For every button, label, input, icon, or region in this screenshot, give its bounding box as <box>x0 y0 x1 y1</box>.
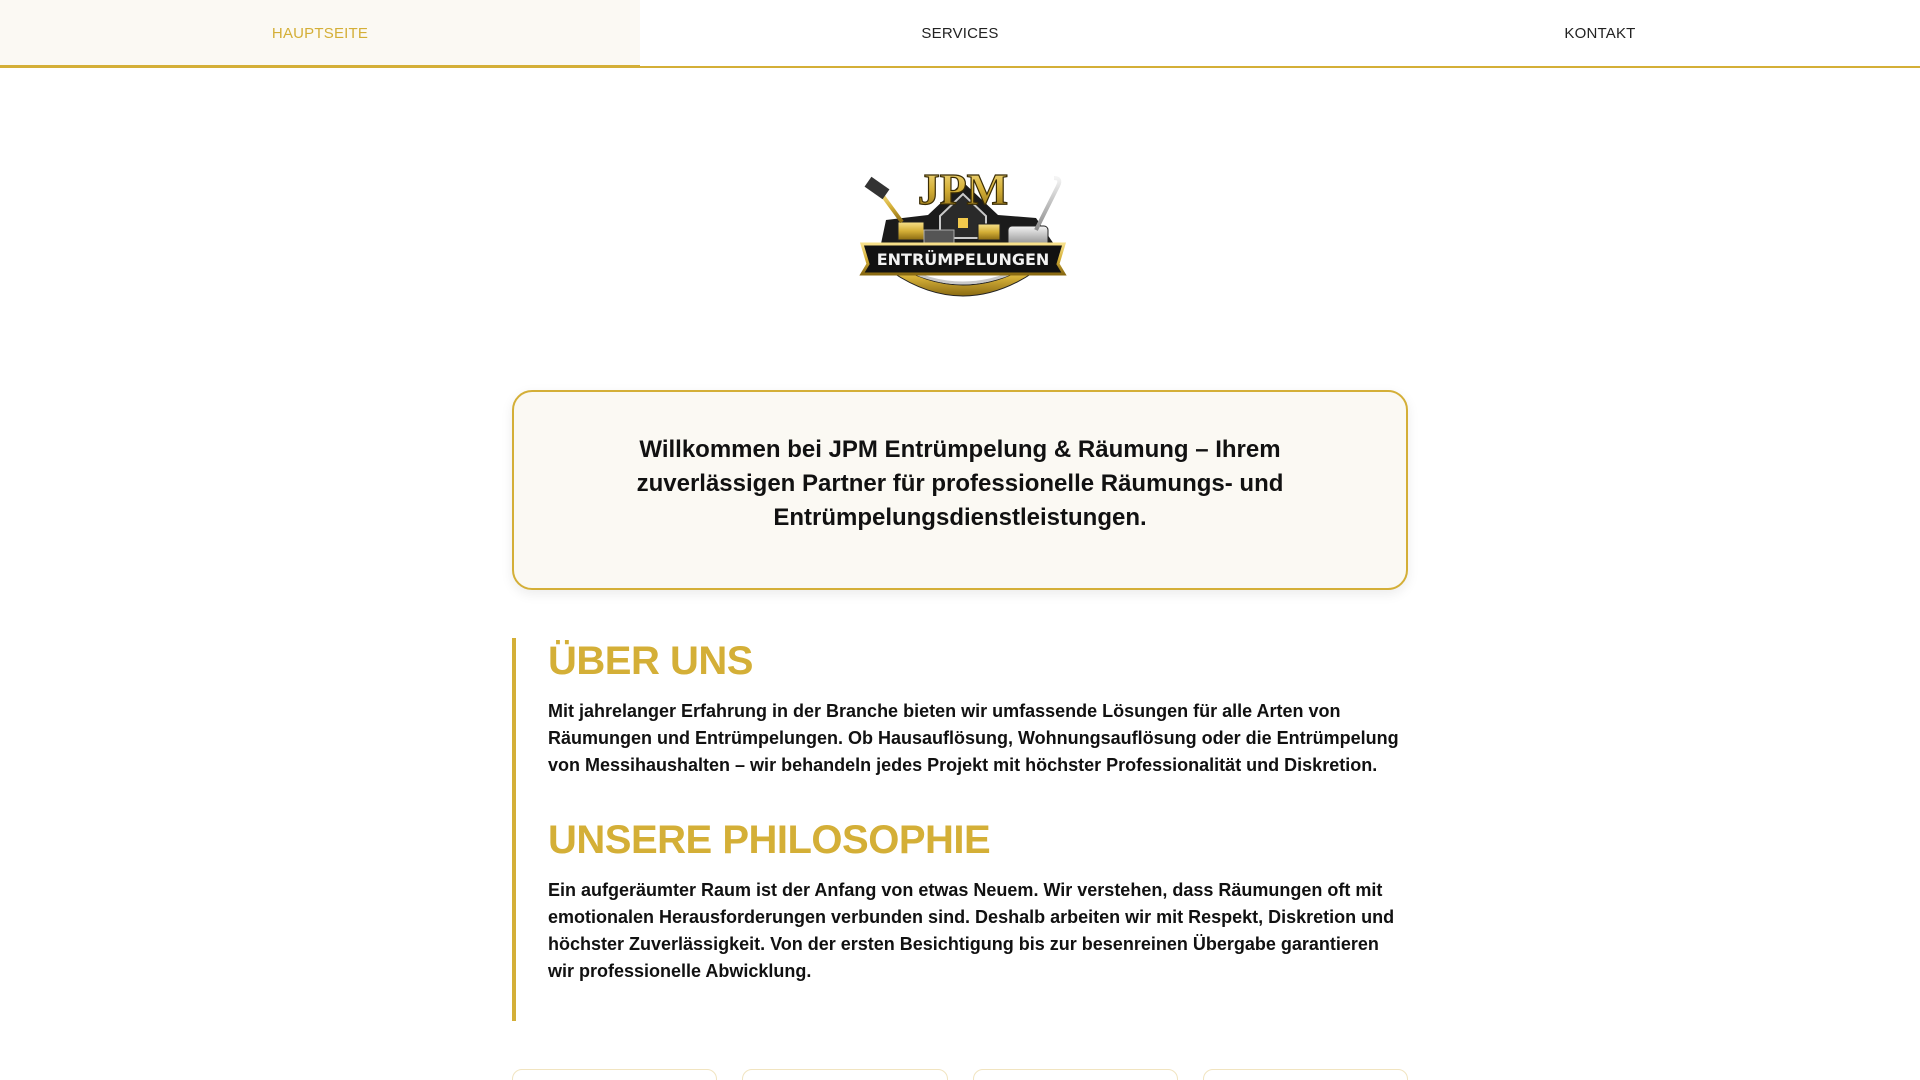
ueber-uns-text: Mit jahrelanger Erfahrung in der Branche bieten wir umfassende Lösungen für alle Arten von Räumungen und Entrümpelungen. Ob Hausauflösung, Wohnungsauflösung oder die Entrümpelung von Messihaushalten – wir behandeln jedes Projekt mit höchster Professionalität und Diskretion. <box>548 701 1399 775</box>
main-nav <box>0 0 1920 68</box>
logo-icon <box>858 160 1068 298</box>
welcome-box <box>512 390 1408 590</box>
company-logo <box>858 160 1068 298</box>
philosophie-text: Ein aufgeräumter Raum ist der Anfang von etwas Neuem. Wir verstehen, dass Räumungen oft mit emotionalen Herausforderungen verbunden sind. Deshalb arbeiten wir mit Respekt, Diskretion und höchster Zuverlässigkeit. Von der ersten Besichtigung bis zur besenreinen Übergabe garantieren wir professionelle Abwicklung. <box>548 880 1395 981</box>
heading-philosophie: UNSERE PHILOSOPHIE <box>548 818 991 862</box>
service-card[interactable] <box>742 1069 947 1080</box>
nav-item-services[interactable]: SERVICES <box>640 0 1280 66</box>
service-cards-row <box>512 1069 1408 1080</box>
nav-item-hauptseite[interactable]: HAUPTSEITE <box>0 0 640 66</box>
service-card[interactable] <box>1203 1069 1408 1080</box>
svg-text:JPM: JPM <box>917 165 1009 214</box>
welcome-text: Willkommen bei JPM Entrümpelung & Räumung – Ihrem zuverlässigen Partner für professionelle Räumungs- und Entrümpelungsdienstleistungen. <box>636 436 1284 531</box>
nav-item-kontakt[interactable]: KONTAKT <box>1280 0 1920 66</box>
about-section <box>512 638 1408 1021</box>
service-card[interactable] <box>973 1069 1178 1080</box>
service-card[interactable] <box>512 1069 717 1080</box>
svg-text:ENTRÜMPELUNGEN: ENTRÜMPELUNGEN <box>876 250 1050 269</box>
heading-ueber-uns: ÜBER UNS <box>548 639 753 683</box>
